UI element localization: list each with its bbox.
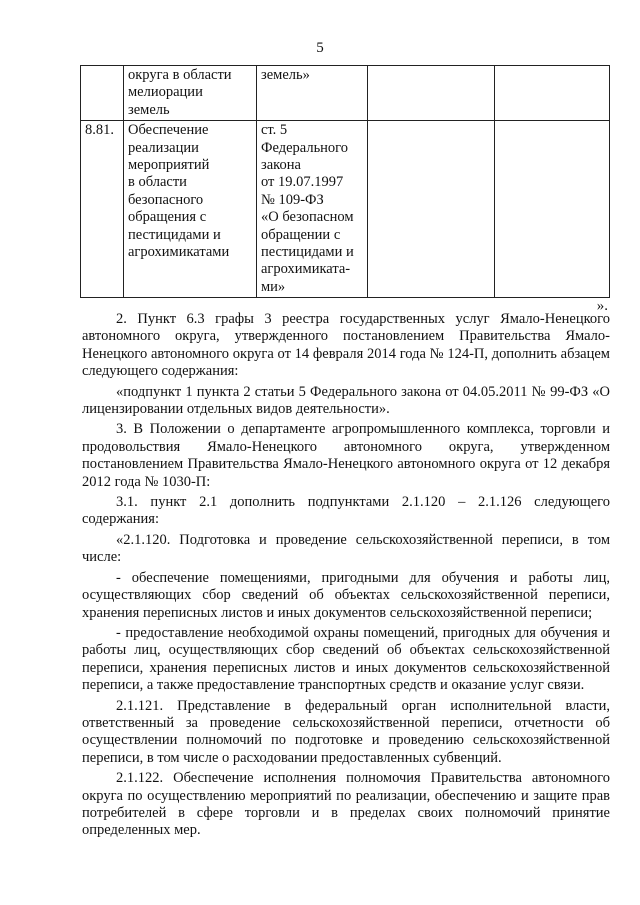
legal-basis-cell: ст. 5 Федерального закона от 19.07.1997 № 109-ФЗ «О безопасном обращении с пестицидами и агрохимиката- ми» xyxy=(257,121,368,298)
empty-cell xyxy=(495,66,610,121)
document-body xyxy=(82,311,610,843)
table-row xyxy=(81,66,610,121)
paragraph: - предоставление необходимой охраны помещений, пригодных для обучения и работы лиц, осуществляющих сбор сведений об объектах сельскохозяйственной переписи, хранения переписных листов и иных документов сельскохозяйственной переписи, а также предоставление транспортных средств и оказание услуг связи. xyxy=(82,624,610,694)
empty-cell xyxy=(495,121,610,298)
registry-table xyxy=(80,65,610,298)
paragraph: 2.1.121. Представление в федеральный орган исполнительной власти, ответственный за проведение сельскохозяйственной переписи, отчетности об осуществлении полномочий по подготовке и проведению сельскохозяйственной переписи, в том числе о расходовании предоставленных субвенций. xyxy=(82,697,610,766)
activity-name-cell: Обеспечение реализации мероприятий в области безопасного обращения с пестицидами и агрохимикатами xyxy=(124,121,257,298)
paragraph: «подпункт 1 пункта 2 статьи 5 Федерального закона от 04.05.2011 № 99-ФЗ «О лицензировании отдельных видов деятельности». xyxy=(82,383,610,418)
paragraph: «2.1.120. Подготовка и проведение сельскохозяйственной переписи, в том числе: xyxy=(82,531,610,566)
row-number-cell: 8.81. xyxy=(81,121,124,298)
page-number: 5 xyxy=(316,40,324,56)
row-number-cell xyxy=(81,66,124,121)
empty-cell xyxy=(368,121,495,298)
table-row xyxy=(81,121,610,298)
table-closing-mark: ». xyxy=(596,298,608,314)
paragraph: 2.1.122. Обеспечение исполнения полномочия Правительства автономного округа по осуществлению мероприятий по реализации, обеспечению и защите прав потребителей в сфере торговли и в пределах своих полномочий принятие определенных мер. xyxy=(82,770,610,839)
activity-name-cell: округа в области мелиорации земель xyxy=(124,66,257,121)
paragraph: 3. В Положении о департаменте агропромышленного комплекса, торговли и продовольствия Ямало-Ненецкого автономного округа, утвержденном постановлением Правительства Ямало-Ненецкого автономного округа от 12 декабря 2012 года № 1030-П: xyxy=(82,421,610,490)
paragraph: 3.1. пункт 2.1 дополнить подпунктами 2.1.120 – 2.1.126 следующего содержания: xyxy=(82,494,610,528)
paragraph: 2. Пункт 6.3 графы 3 реестра государственных услуг Ямало-Ненецкого автономного округа, утвержденного постановлением Правительства Ямало-Ненецкого автономного округа от 14 февраля 2014 года № 124-П, дополнить абзацем следующего содержания: xyxy=(82,311,610,380)
legal-basis-cell: земель» xyxy=(257,66,368,121)
paragraph: - обеспечение помещениями, пригодными для обучения и работы лиц, осуществляющих сбор сведений об объектах сельскохозяйственной переписи, хранения переписных листов и иных документов сельскохозяйственной переписи; xyxy=(82,569,610,621)
empty-cell xyxy=(368,66,495,121)
